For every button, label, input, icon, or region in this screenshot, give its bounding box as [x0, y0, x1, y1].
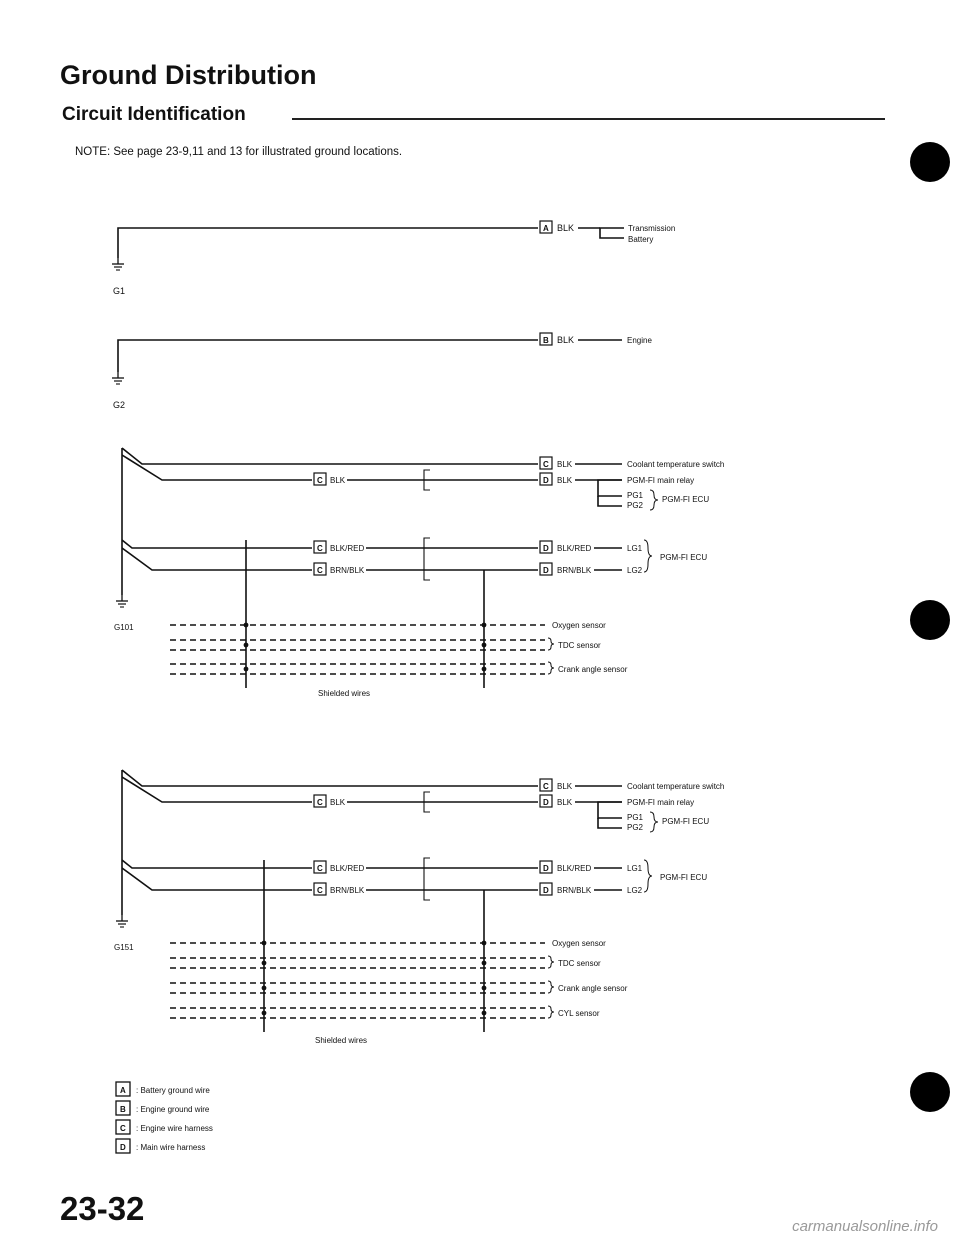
section-subtitle: Circuit Identification — [62, 104, 246, 125]
svg-text:C: C — [317, 864, 323, 873]
svg-text:LG1: LG1 — [627, 544, 643, 553]
svg-text:B: B — [120, 1105, 126, 1114]
svg-text:C: C — [317, 566, 323, 575]
svg-text:BLK/RED: BLK/RED — [557, 864, 592, 873]
g1-label: G1 — [113, 286, 126, 296]
svg-text:C: C — [543, 460, 549, 469]
svg-text:BLK/RED: BLK/RED — [330, 544, 365, 553]
svg-text:BLK/RED: BLK/RED — [557, 544, 592, 553]
svg-text:PG1: PG1 — [627, 491, 644, 500]
g151-sensor-tdc: TDC sensor — [558, 959, 601, 968]
g2-circuit — [112, 333, 652, 410]
svg-text:BLK: BLK — [557, 798, 573, 807]
g101-shielded-label: Shielded wires — [318, 689, 371, 698]
svg-text:D: D — [543, 476, 549, 485]
g1-box-letter: A — [543, 224, 549, 233]
svg-text:D: D — [543, 798, 549, 807]
g151-lg-ecu: PGM-FI ECU — [660, 873, 708, 882]
svg-text:D: D — [543, 544, 549, 553]
svg-text:BRN/BLK: BRN/BLK — [557, 566, 592, 575]
svg-text:D: D — [543, 886, 549, 895]
g151-label: G151 — [114, 943, 134, 952]
svg-text:BRN/BLK: BRN/BLK — [330, 886, 365, 895]
page-title: Ground Distribution — [60, 60, 317, 90]
g1-dest-transmission: Transmission — [628, 224, 676, 233]
svg-text:A: A — [120, 1086, 126, 1095]
g2-wire-color: BLK — [557, 335, 575, 345]
g101-sensor-tdc: TDC sensor — [558, 641, 601, 650]
page-note: NOTE: See page 23-9,11 and 13 for illustrated ground locations. — [75, 146, 403, 158]
g101-sensor-oxygen: Oxygen sensor — [552, 621, 606, 630]
g151-sensor-oxygen: Oxygen sensor — [552, 939, 606, 948]
g101-label: G101 — [114, 623, 134, 632]
g151-circuit — [114, 770, 724, 1045]
g101-relay-ecu: PGM-FI ECU — [662, 495, 710, 504]
g151-sensor-crank: Crank angle sensor — [558, 984, 628, 993]
g151-relay-ecu: PGM-FI ECU — [662, 817, 710, 826]
svg-text:D: D — [120, 1143, 126, 1152]
g151-dest-main-relay: PGM-FI main relay — [627, 798, 695, 807]
svg-text:PG2: PG2 — [627, 823, 644, 832]
g101-circuit — [114, 448, 724, 698]
g2-dest-engine: Engine — [627, 336, 652, 345]
svg-text:D: D — [543, 566, 549, 575]
page-number: 23-32 — [60, 1190, 145, 1227]
g151-sensor-cyl: CYL sensor — [558, 1009, 600, 1018]
g1-circuit — [112, 221, 675, 296]
legend-item-a: : Battery ground wire — [136, 1086, 210, 1095]
svg-text:C: C — [543, 782, 549, 791]
watermark: carmanualsonline.info — [792, 1218, 938, 1235]
svg-text:BLK: BLK — [330, 798, 346, 807]
g1-dest-battery: Battery — [628, 235, 654, 244]
g101-sensor-crank: Crank angle sensor — [558, 665, 628, 674]
svg-text:BLK: BLK — [557, 476, 573, 485]
g101-dest-coolant-switch: Coolant temperature switch — [627, 460, 725, 469]
svg-text:C: C — [317, 798, 323, 807]
svg-text:LG2: LG2 — [627, 566, 643, 575]
svg-text:PG2: PG2 — [627, 501, 644, 510]
svg-text:C: C — [317, 886, 323, 895]
svg-text:BLK: BLK — [557, 782, 573, 791]
svg-text:C: C — [120, 1124, 126, 1133]
svg-text:BLK: BLK — [557, 460, 573, 469]
svg-text:BLK/RED: BLK/RED — [330, 864, 365, 873]
legend-item-d: : Main wire harness — [136, 1143, 206, 1152]
legend-item-b: : Engine ground wire — [136, 1105, 210, 1114]
g2-label: G2 — [113, 400, 126, 410]
svg-text:LG1: LG1 — [627, 864, 643, 873]
svg-text:C: C — [317, 544, 323, 553]
svg-text:C: C — [317, 476, 323, 485]
svg-text:BRN/BLK: BRN/BLK — [557, 886, 592, 895]
legend-item-c: : Engine wire harness — [136, 1124, 213, 1133]
svg-text:D: D — [543, 864, 549, 873]
legend — [116, 1082, 213, 1153]
g101-dest-main-relay: PGM-FI main relay — [627, 476, 695, 485]
g1-wire-color: BLK — [557, 223, 575, 233]
svg-text:BRN/BLK: BRN/BLK — [330, 566, 365, 575]
g151-dest-coolant-switch: Coolant temperature switch — [627, 782, 725, 791]
svg-text:LG2: LG2 — [627, 886, 643, 895]
svg-text:BLK: BLK — [330, 476, 346, 485]
g101-lg-ecu: PGM-FI ECU — [660, 553, 708, 562]
svg-text:PG1: PG1 — [627, 813, 644, 822]
g151-shielded-label: Shielded wires — [315, 1036, 368, 1045]
g2-box-letter: B — [543, 336, 549, 345]
